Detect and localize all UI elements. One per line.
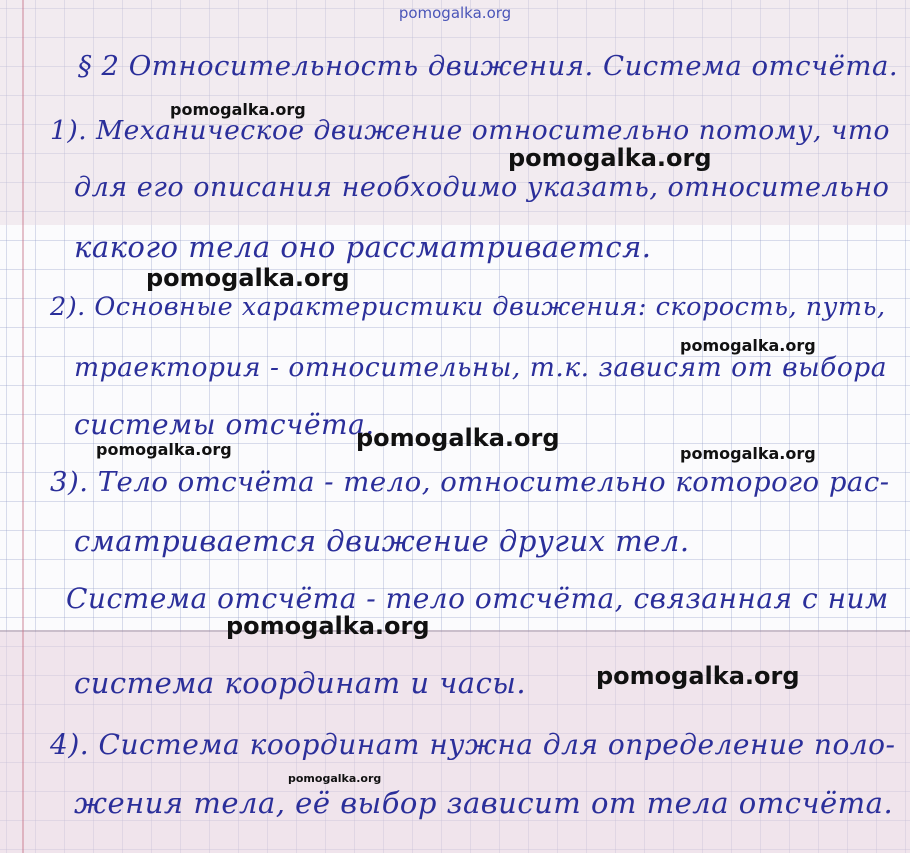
text-line-2: для его описания необходимо указать, относительно — [74, 172, 890, 203]
text-line-6: системы отсчёта. — [74, 408, 375, 441]
watermark: pomogalka.org — [680, 444, 816, 463]
text-line-9: Система отсчёта - тело отсчёта, связанная с ним — [66, 582, 889, 615]
watermark: pomogalka.org — [356, 424, 560, 452]
watermark: pomogalka.org — [508, 144, 712, 172]
margin-line — [22, 0, 24, 853]
text-line-5: траектория - относительны, т.к. зависят от выбора — [74, 352, 888, 383]
text-line-11: 4). Система координат нужна для определение поло- — [50, 728, 896, 761]
fold-line — [0, 630, 910, 632]
watermark: pomogalka.org — [146, 264, 350, 292]
text-line-8: сматривается движение других тел. — [74, 524, 690, 558]
heading-line: § 2 Относительность движения. Система отсчёта. — [78, 50, 899, 82]
text-line-4: 2). Основные характеристики движения: скорость, путь, — [50, 292, 886, 322]
watermark: pomogalka.org — [96, 440, 232, 459]
watermark: pomogalka.org — [680, 336, 816, 355]
watermark: pomogalka.org — [226, 612, 430, 640]
text-line-3: какого тела оно рассматривается. — [74, 230, 652, 264]
site-header: pomogalka.org — [398, 4, 512, 22]
text-line-10: система координат и часы. — [74, 666, 527, 700]
text-line-1: 1). Механическое движение относительно потому, что — [50, 115, 890, 146]
text-line-7: 3). Тело отсчёта - тело, относительно которого рас- — [50, 466, 890, 498]
watermark: pomogalka.org — [170, 100, 306, 119]
watermark: pomogalka.org — [288, 772, 382, 785]
text-line-12: жения тела, её выбор зависит от тела отсчёта. — [74, 786, 894, 820]
watermark: pomogalka.org — [596, 662, 800, 690]
